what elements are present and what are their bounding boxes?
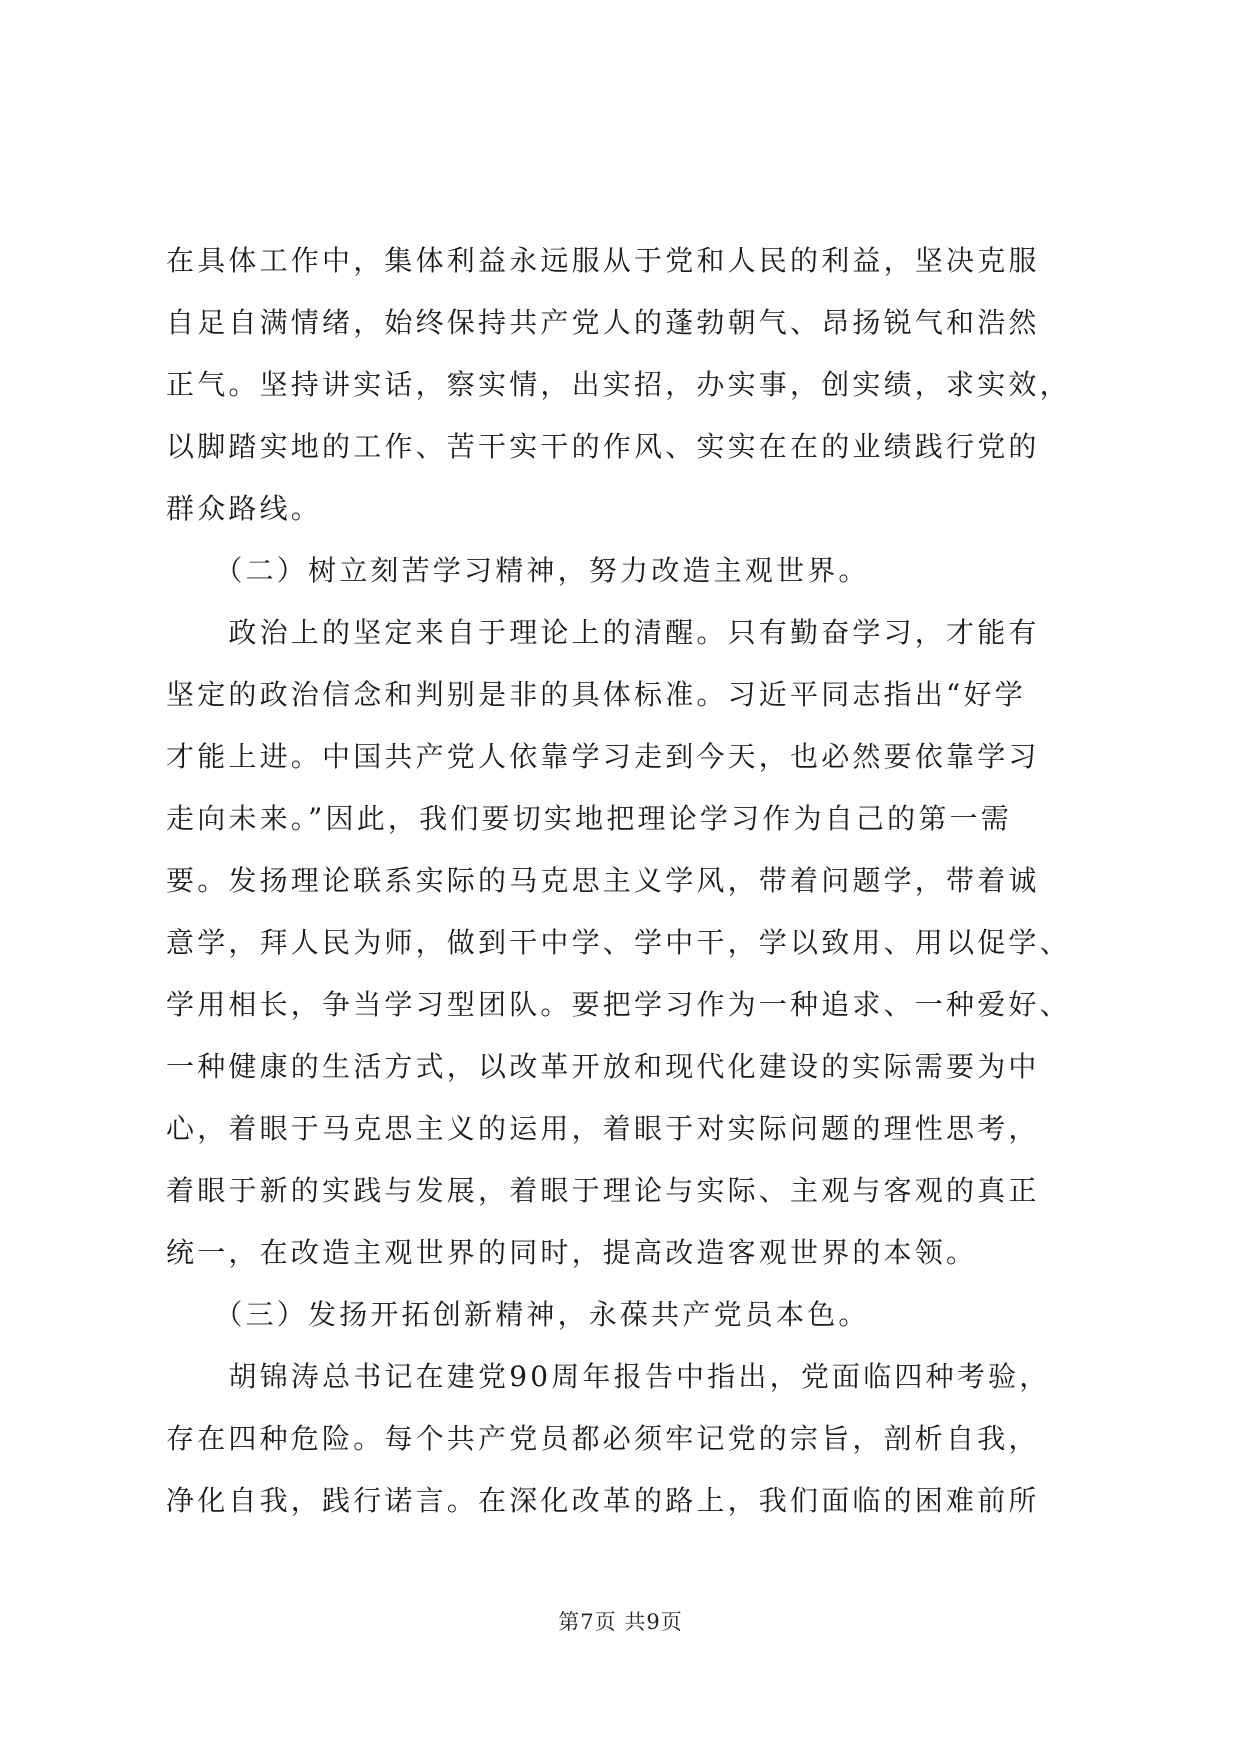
text-line: 才能上进。中国共产党人依靠学习走到今天，也必然要依靠学习	[166, 740, 1040, 773]
text-line: 着眼于新的实践与发展，着眼于理论与实际、主观与客观的真正	[166, 1174, 1040, 1207]
document-body	[166, 230, 1090, 1532]
text-line: 统一，在改造主观世界的同时，提高改造客观世界的本领。	[166, 1236, 978, 1269]
text-line: 政治上的坚定来自于理论上的清醒。只有勤奋学习，才能有	[166, 616, 1040, 649]
page-number-footer: 第7页 共9页	[558, 1610, 683, 1634]
text-line: 正气。坚持讲实话，察实情，出实招，办实事，创实绩，求实效，	[166, 368, 1071, 401]
text-line: 净化自我，践行诺言。在深化改革的路上，我们面临的困难前所	[166, 1484, 1040, 1517]
text-line: 学用相长，争当学习型团队。要把学习作为一种追求、一种爱好、	[166, 988, 1071, 1021]
text-line: 一种健康的生活方式，以改革开放和现代化建设的实际需要为中	[166, 1050, 1040, 1083]
section-heading: （三）发扬开拓创新精神，永葆共产党员本色。	[166, 1298, 870, 1331]
text-line: 以脚踏实地的工作、苦干实干的作风、实实在在的业绩践行党的	[166, 430, 1040, 463]
text-line: 在具体工作中，集体利益永远服从于党和人民的利益，坚决克服	[166, 244, 1040, 277]
text-line: 要。发扬理论联系实际的马克思主义学风，带着问题学，带着诚	[166, 864, 1040, 897]
text-line: 胡锦涛总书记在建党90周年报告中指出，党面临四种考验，	[166, 1360, 1051, 1393]
text-line: 意学，拜人民为师，做到干中学、学中干，学以致用、用以促学、	[166, 926, 1071, 959]
text-line: 自足自满情绪，始终保持共产党人的蓬勃朝气、昂扬锐气和浩然	[166, 306, 1040, 339]
text-line: 坚定的政治信念和判别是非的具体标准。习近平同志指出“好学	[166, 678, 1026, 711]
text-line: 走向未来。”因此，我们要切实地把理论学习作为自己的第一需	[166, 802, 1012, 835]
text-line: 存在四种危险。每个共产党员都必须牢记党的宗旨，剖析自我，	[166, 1422, 1040, 1455]
section-heading: （二）树立刻苦学习精神，努力改造主观世界。	[166, 554, 870, 587]
text-line: 群众路线。	[166, 492, 323, 525]
text-line: 心，着眼于马克思主义的运用，着眼于对实际问题的理性思考，	[166, 1112, 1040, 1145]
